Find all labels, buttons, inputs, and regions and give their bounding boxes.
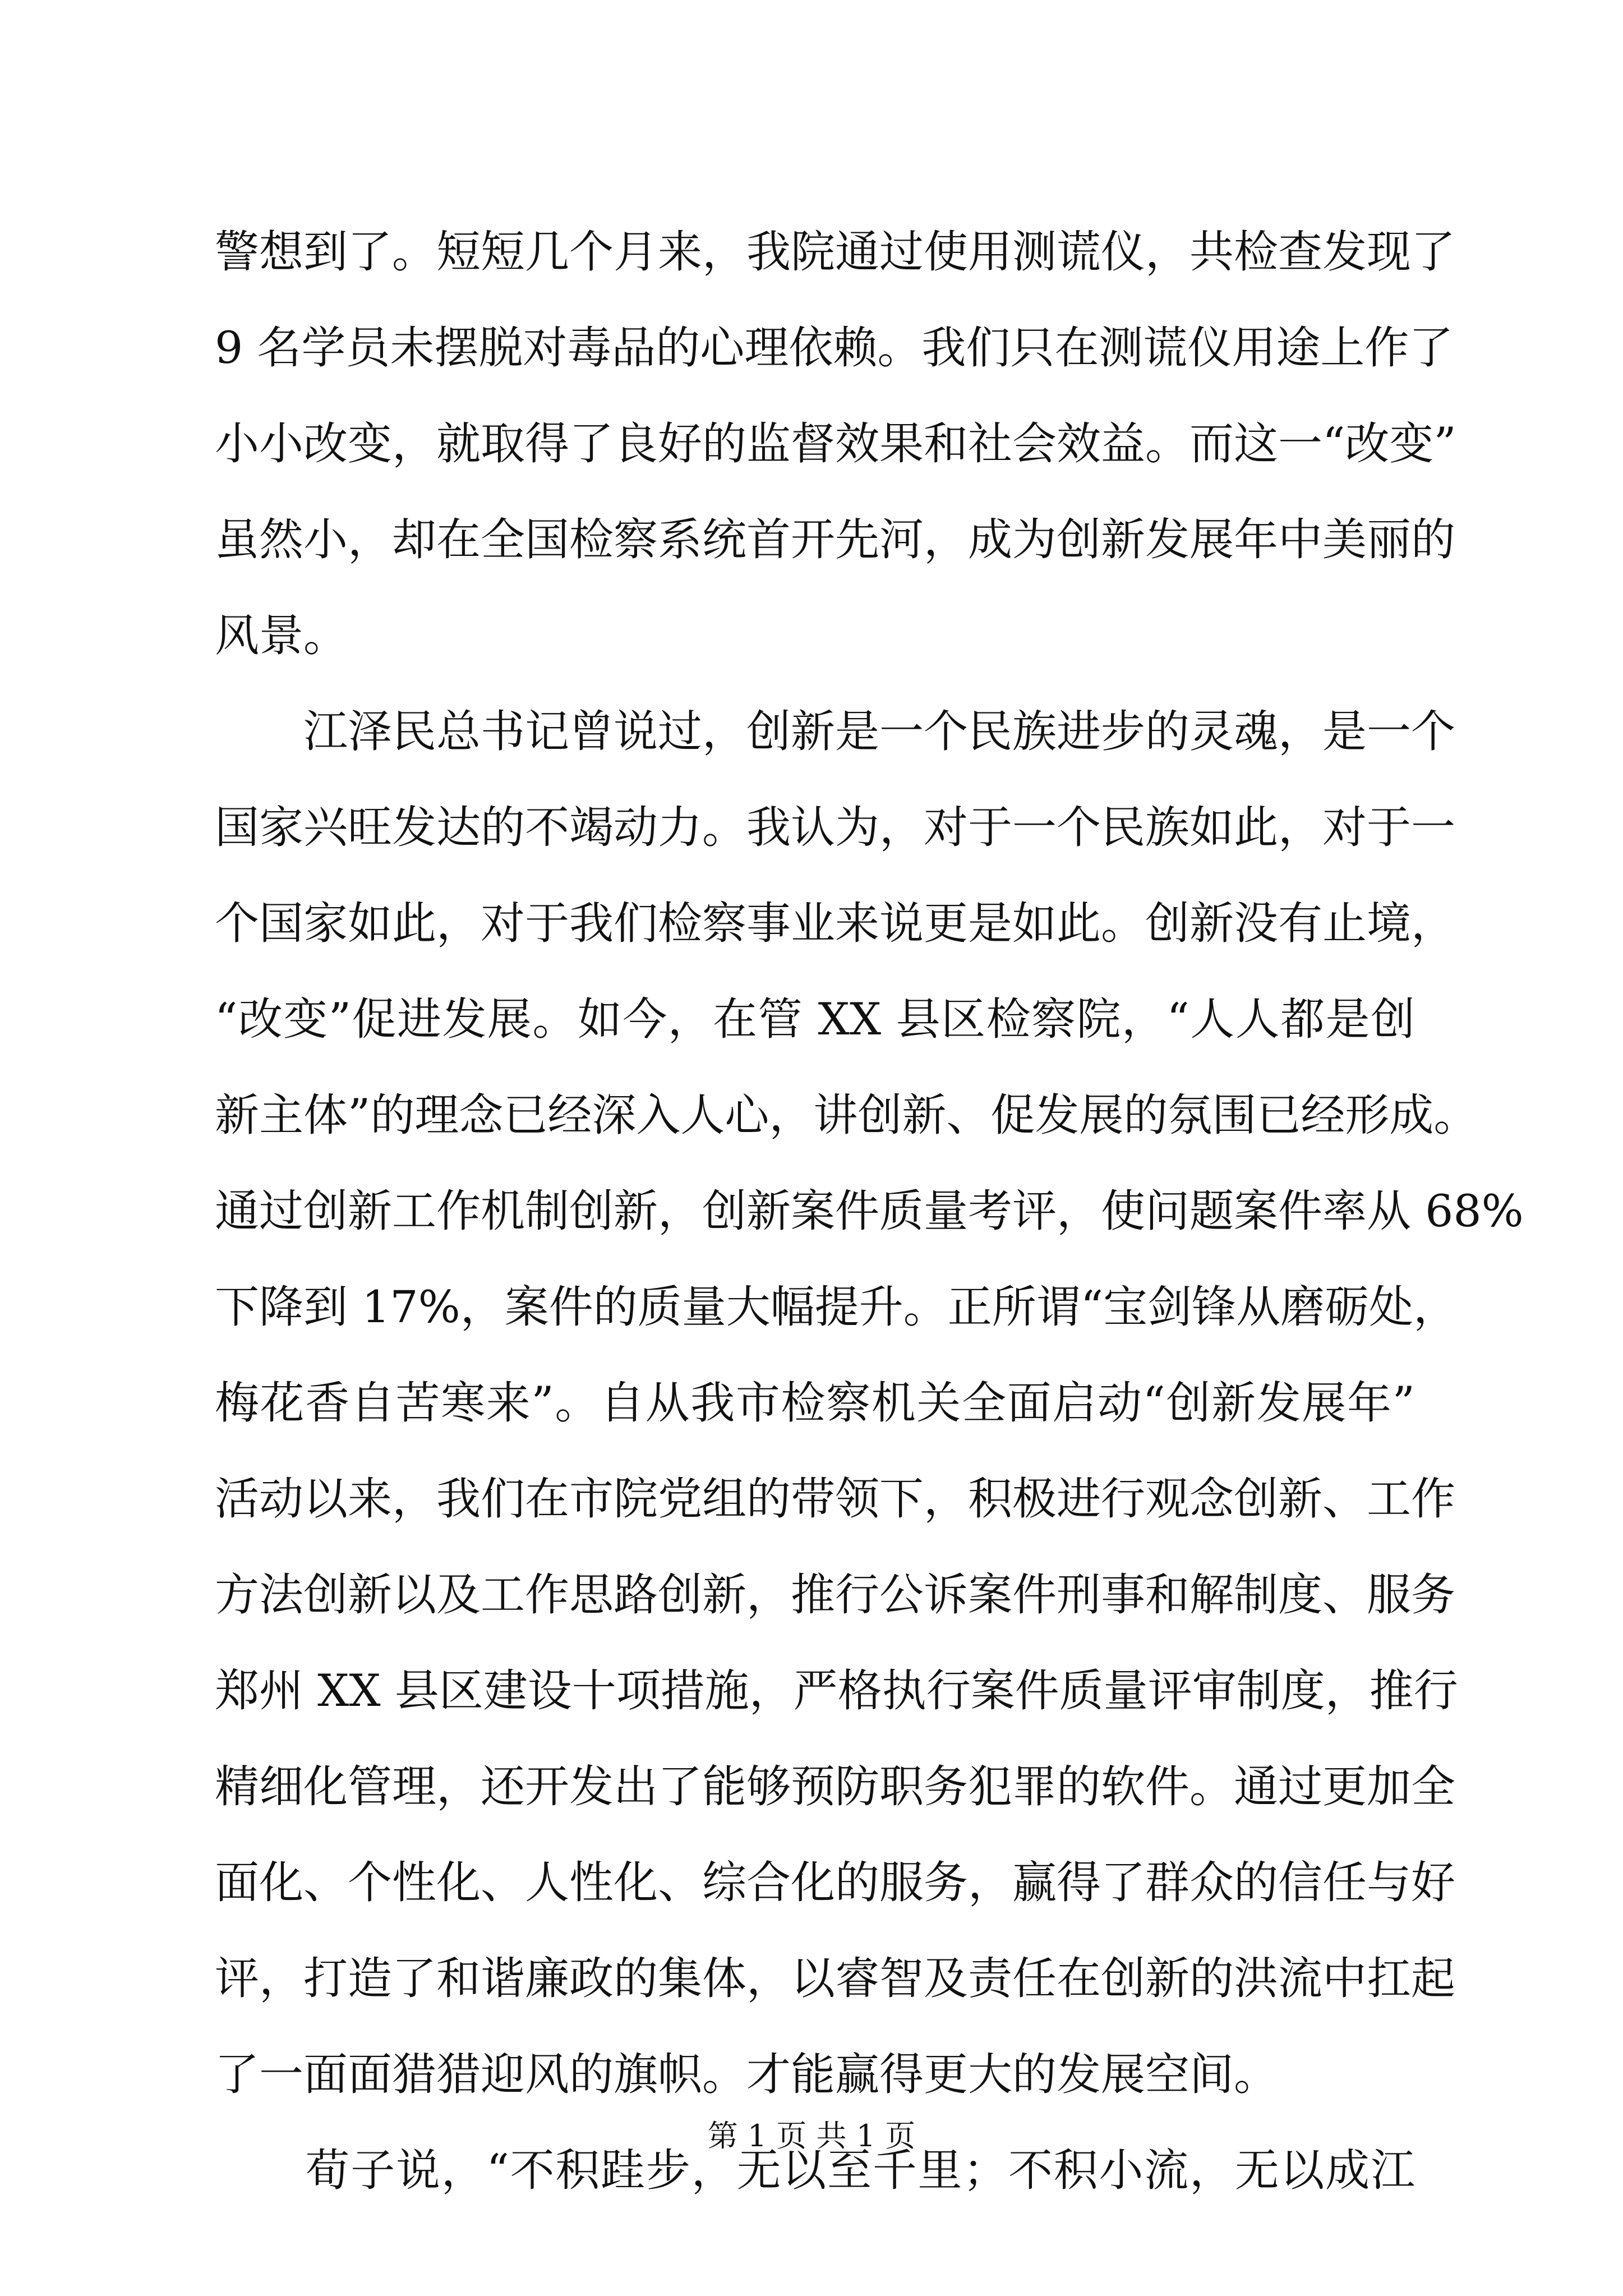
text-line: 9 名学员未摆脱对毒品的心理依赖。我们只在测谎仪用途上作了 — [215, 322, 1454, 374]
text-line: 荀子说，“不积跬步，无以至千里；不积小流，无以成江 — [215, 2145, 1415, 2196]
text-line: 通过创新工作机制创新，创新案件质量考评，使问题案件率从 68% — [215, 1185, 1524, 1237]
text-line: 江泽民总书记曾说过，创新是一个民族进步的灵魂，是一个 — [215, 706, 1455, 757]
page-footer — [0, 2114, 1623, 2159]
page-number: 第 1 页 共 1 页 — [707, 2118, 916, 2154]
text-line: 方法创新以及工作思路创新，推行公诉案件刑事和解制度、服务 — [215, 1569, 1455, 1621]
text-line: 新主体”的理念已经深入人心，讲创新、促发展的氛围已经形成。 — [215, 1089, 1478, 1141]
text-line: 国家兴旺发达的不竭动力。我认为，对于一个民族如此，对于一 — [215, 802, 1455, 853]
text-line: 郑州 XX 县区建设十项措施，严格执行案件质量评审制度，推行 — [215, 1665, 1458, 1717]
text-line: 精细化管理，还开发出了能够预防职务犯罪的软件。通过更加全 — [215, 1761, 1455, 1812]
text-line: 评，打造了和谐廉政的集体，以睿智及责任在创新的洪流中扛起 — [215, 1953, 1455, 2004]
text-line: 活动以来，我们在市院党组的带领下，积极进行观念创新、工作 — [215, 1473, 1455, 1525]
body-text — [215, 204, 1524, 2219]
text-line: 个国家如此，对于我们检察事业来说更是如此。创新没有止境， — [215, 898, 1455, 949]
text-line: 了一面面猎猎迎风的旗帜。才能赢得更大的发展空间。 — [215, 2049, 1278, 2100]
text-line: 虽然小，却在全国检察系统首开先河，成为创新发展年中美丽的 — [215, 514, 1455, 565]
text-line: “改变”促进发展。如今，在管 XX 县区检察院，“人人都是创 — [215, 993, 1415, 1045]
text-line: 下降到 17%，案件的质量大幅提升。正所谓“宝剑锋从磨砺处， — [215, 1281, 1458, 1333]
text-line: 小小改变，就取得了良好的监督效果和社会效益。而这一“改变” — [215, 418, 1456, 470]
text-line: 风景。 — [215, 610, 348, 661]
text-line: 梅花香自苦寒来”。自从我市检察机关全面启动“创新发展年” — [215, 1377, 1415, 1429]
text-line: 面化、个性化、人性化、综合化的服务，赢得了群众的信任与好 — [215, 1857, 1455, 1908]
text-line: 警想到了。短短几个月来，我院通过使用测谎仪，共检查发现了 — [215, 226, 1455, 278]
